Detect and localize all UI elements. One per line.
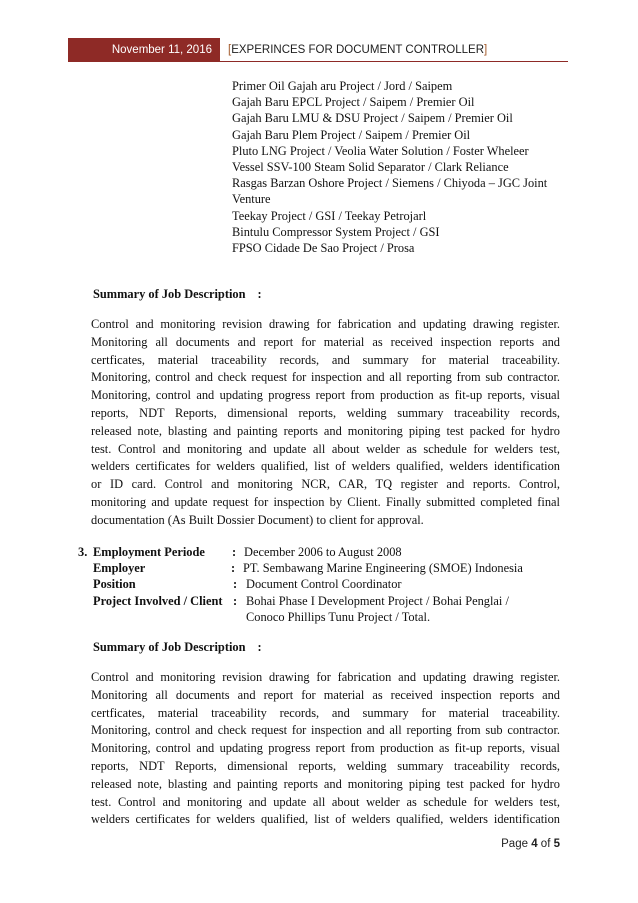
header-date: November 11, 2016 (68, 38, 220, 62)
paragraph-line: Control and monitoring revision drawing for fabrication and updating drawing register. (91, 670, 560, 684)
project-item: Gajah Baru Plem Project / Saipem / Premier Oil (232, 127, 471, 142)
employment-colon: : (231, 561, 236, 576)
employment-block (78, 544, 568, 625)
summary-paragraph (91, 669, 560, 829)
paragraph-line: released note, blasting and painting reports and monitoring piping test packed for hydro (91, 776, 560, 791)
header-bracket-close: ] (484, 44, 488, 56)
employment-colon: : (233, 593, 238, 608)
paragraph-line: documentation (As Built Dossier Document) to client for approval. (91, 512, 424, 527)
project-item: Gajah Baru EPCL Project / Saipem / Premier Oil (232, 95, 475, 110)
header-rule (220, 61, 568, 62)
paragraph-line: certficates, material traceability records, and summary for material traceability. (91, 705, 560, 720)
project-item: Gajah Baru LMU & DSU Project / Saipem / Premier Oil (232, 111, 513, 126)
summary-heading-text: Summary of Job Description (93, 287, 246, 301)
footer-page-word: Page (501, 838, 528, 850)
paragraph-line: welders certificates for welders qualified, list of welders qualified, welders identification (91, 459, 560, 474)
employment-row (78, 576, 568, 592)
employment-label: Position (93, 577, 136, 592)
paragraph-line: monitoring and update request for inspection by Client. Finally submitted completed final (91, 494, 560, 509)
employment-row (78, 593, 568, 609)
paragraph-line: test. Control and monitoring and update all about welder as schedule for welders test, (91, 794, 560, 809)
paragraph-line: or ID card. Control and monitoring NCR, CAR, TQ register and reports. Control, (91, 477, 560, 492)
paragraph-line: Control and monitoring revision drawing for fabrication and updating drawing register. (91, 317, 560, 331)
footer-total-pages: 5 (553, 838, 560, 850)
header-title-text: EXPERINCES FOR DOCUMENT CONTROLLER (231, 44, 485, 56)
header-bracket-open: [ (228, 44, 232, 56)
page-header (68, 38, 568, 62)
paragraph-line: released note, blasting and painting reports and monitoring piping test packed for hydro (91, 423, 560, 438)
project-item: Bintulu Compressor System Project / GSI (232, 224, 440, 239)
paragraph-line: Monitoring, control and check request for inspection and all reporting from sub contractor. (91, 370, 560, 385)
summary-heading (93, 640, 262, 655)
paragraph-line: reports, NDT Reports, dimensional reports, welding summary traceability records, (91, 405, 560, 420)
project-item: Vessel SSV-100 Steam Solid Separator / Clark Reliance (232, 160, 509, 175)
paragraph-line: Monitoring all documents and report for material as received inspection reports and (91, 334, 560, 349)
paragraph-line: certficates, material traceability records, and summary for material traceability. (91, 352, 560, 367)
footer-current-page: 4 (531, 838, 538, 850)
employment-label: Employment Periode (93, 545, 205, 559)
paragraph-line: Monitoring, control and check request for inspection and all reporting from sub contractor. (91, 723, 560, 738)
employment-value: PT. Sembawang Marine Engineering (SMOE) Indonesia (243, 561, 523, 576)
project-item: Venture (232, 192, 271, 207)
paragraph-line: Monitoring all documents and report for material as received inspection reports and (91, 687, 560, 702)
summary-heading-text: Summary of Job Description (93, 640, 246, 654)
employment-value: December 2006 to August 2008 (244, 545, 402, 559)
project-item: Pluto LNG Project / Veolia Water Solution / Foster Wheleer (232, 143, 529, 158)
header-title (228, 38, 487, 62)
employment-continuation: Conoco Phillips Tunu Project / Total. (246, 609, 431, 624)
project-list (232, 78, 572, 256)
project-item: Teekay Project / GSI / Teekay Petrojarl (232, 208, 427, 223)
employment-colon: : (233, 577, 238, 592)
employment-value: Document Control Coordinator (246, 577, 402, 592)
employment-label: Employer (93, 561, 146, 576)
paragraph-line: Monitoring, control and updating progress report from production as fit-up reports, visual (91, 741, 560, 756)
paragraph-line: Monitoring, control and updating progress report from production as fit-up reports, visual (91, 388, 560, 403)
employment-value: Bohai Phase I Development Project / Bohai Penglai / (246, 593, 509, 608)
project-item: Rasgas Barzan Oshore Project / Siemens / Chiyoda – JGC Joint (232, 176, 548, 191)
summary-heading (93, 287, 262, 302)
project-item: FPSO Cidade De Sao Project / Prosa (232, 241, 415, 256)
summary-heading-colon: : (257, 640, 262, 654)
summary-paragraph (91, 316, 560, 530)
employment-label: Project Involved / Client (93, 593, 223, 608)
summary-heading-colon: : (257, 287, 262, 301)
employment-row (78, 609, 568, 625)
paragraph-line: test. Control and monitoring and update all about welder as schedule for welders test, (91, 441, 560, 456)
page-footer (501, 838, 560, 850)
footer-of-word: of (540, 838, 551, 850)
paragraph-line: welders certificates for welders qualified, list of welders qualified, welders identification (91, 812, 560, 827)
employment-row (78, 544, 568, 560)
project-item: Primer Oil Gajah aru Project / Jord / Saipem (232, 79, 453, 93)
employment-number: 3. (78, 545, 88, 559)
paragraph-line: reports, NDT Reports, dimensional reports, welding summary traceability records, (91, 758, 560, 773)
employment-row (78, 560, 568, 576)
employment-colon: : (232, 545, 237, 559)
